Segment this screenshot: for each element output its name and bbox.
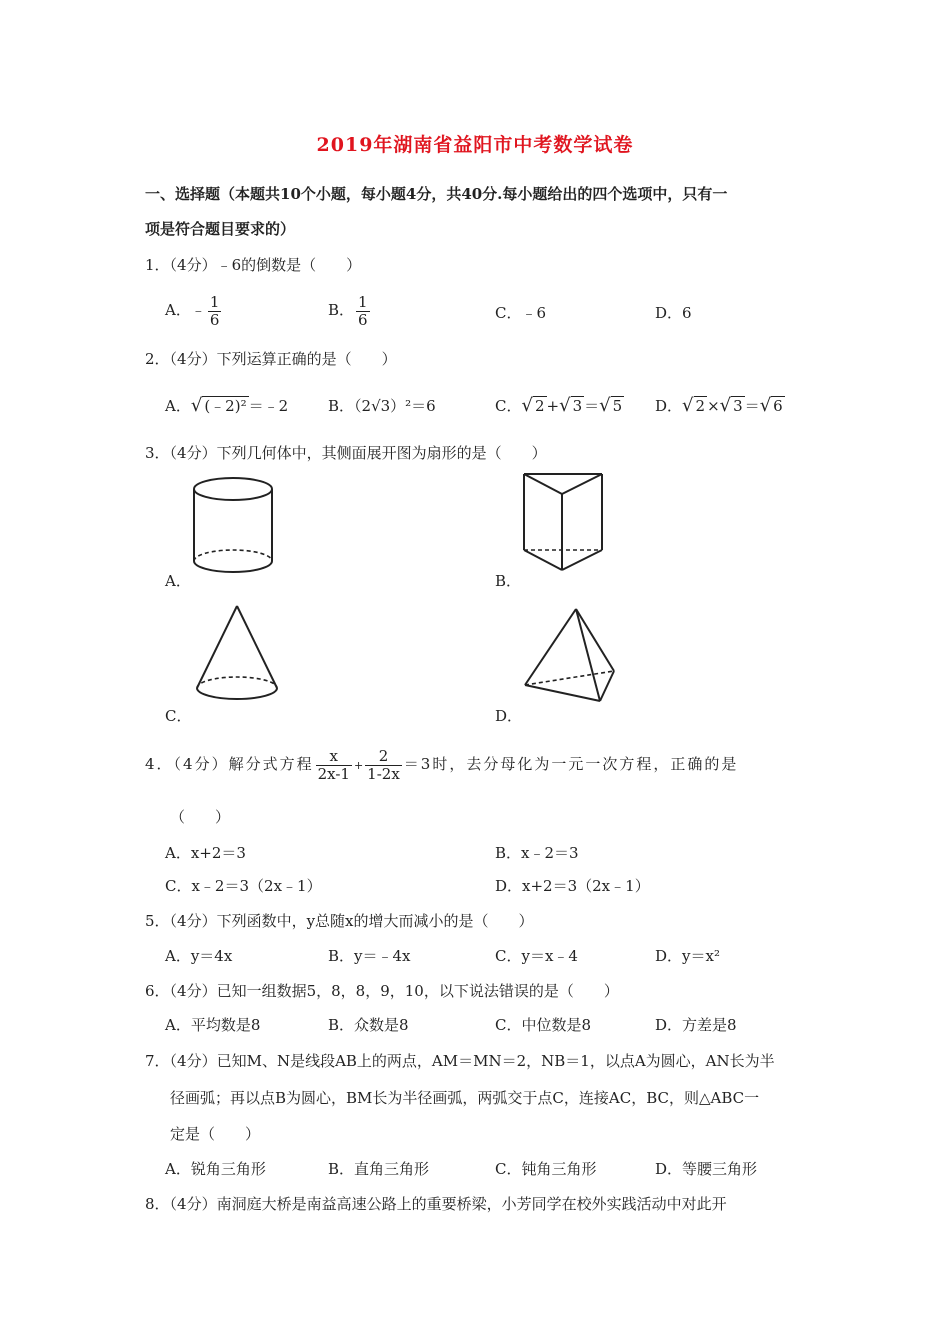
- sqrt-sign: √: [190, 395, 203, 416]
- q3-option-b[interactable]: B．: [495, 572, 522, 590]
- q3-option-c[interactable]: C．: [165, 707, 192, 725]
- q6-stem: 6．（4分）已知一组数据5，8，8，9，10，以下说法错误的是（ ）: [145, 982, 619, 1000]
- q4-answer-paren: （ ）: [170, 808, 231, 826]
- q5-stem: 5．（4分）下列函数中，y总随x的增大而减小的是（ ）: [145, 912, 534, 930]
- q1-option-a[interactable]: [165, 294, 223, 328]
- q4-option-a[interactable]: A．x+2＝3: [165, 844, 246, 862]
- q5-option-b[interactable]: B．y＝﹣4x: [328, 947, 411, 965]
- q6-option-b[interactable]: B．众数是8: [328, 1016, 409, 1034]
- q7-option-a[interactable]: A．锐角三角形: [165, 1160, 266, 1178]
- q1-option-a-label: A．﹣: [165, 301, 206, 319]
- q4-option-c[interactable]: C．x﹣2＝3（2x﹣1）: [165, 877, 322, 895]
- q8-stem-line1: 8．（4分）南洞庭大桥是南益高速公路上的重要桥梁，小芳同学在校外实践活动中对此开: [145, 1195, 727, 1213]
- q1-stem: 1．（4分）﹣6的倒数是（ ）: [145, 256, 362, 274]
- q2-option-a-label: A．: [165, 397, 191, 415]
- q2-option-d[interactable]: D．√ 2 ×√ 3 ＝√ 6: [655, 395, 783, 416]
- q1-option-b-label: B．: [328, 301, 355, 319]
- q4-stem: 4．（4分）解分式方程 $\frac{x}{2x-1}$ + $\frac{2}{1-2x}$ ＝3时，去分母化为一元一次方程，正确的是: [145, 747, 739, 783]
- q1-option-b[interactable]: [328, 294, 372, 328]
- q6-option-d[interactable]: D．方差是8: [655, 1016, 737, 1034]
- q7-option-d[interactable]: D．等腰三角形: [655, 1160, 758, 1178]
- q2-stem: 2．（4分）下列运算正确的是（ ）: [145, 350, 397, 368]
- q7-stem-line1: 7．（4分）已知M、N是线段AB上的两点，AM＝MN＝2，NB＝1，以点A为圆心，AN长为半: [145, 1052, 775, 1070]
- q7-option-c[interactable]: C．钝角三角形: [495, 1160, 597, 1178]
- q4-fraction-2: $\frac{2}{1-2x}$: [367, 747, 400, 783]
- q3-stem: 3．（4分）下列几何体中，其侧面展开图为扇形的是（ ）: [145, 444, 547, 462]
- q4-fraction-1: $\frac{x}{2x-1}$: [317, 747, 350, 783]
- q3-option-a[interactable]: A．: [165, 572, 191, 590]
- q7-stem-line2: 径画弧；再以点B为圆心，BM长为半径画弧，两弧交于点C，连接AC，BC，则△ABC一: [170, 1089, 760, 1107]
- q2-option-c[interactable]: C．√ 2 +√ 3 ＝√ 5: [495, 395, 623, 416]
- q2-option-b[interactable]: B．（2√3）²＝6: [328, 397, 436, 415]
- q1-option-c[interactable]: C．﹣6: [495, 304, 547, 322]
- q5-option-a[interactable]: A．y＝4x: [165, 947, 233, 965]
- q1-option-a-fraction: $\frac{1}{6}$: [209, 293, 220, 329]
- q7-option-b[interactable]: B．直角三角形: [328, 1160, 430, 1178]
- prism-figure: [518, 470, 608, 576]
- q2-option-a[interactable]: [165, 395, 288, 416]
- cylinder-figure: [188, 475, 278, 577]
- q7-stem-line3: 定是（ ）: [170, 1125, 261, 1143]
- q2-option-a-result: ＝﹣2: [248, 397, 289, 415]
- section-heading-line2: 项是符合题目要求的）: [145, 220, 296, 238]
- q2-option-a-radicand: (﹣2)²: [204, 397, 247, 415]
- cone-figure: [192, 602, 282, 706]
- q3-option-d[interactable]: D．: [495, 707, 523, 725]
- q4-option-d[interactable]: D．x+2＝3（2x﹣1）: [495, 877, 650, 895]
- q4-option-b[interactable]: B．x﹣2＝3: [495, 844, 579, 862]
- q5-option-c[interactable]: C．y＝x﹣4: [495, 947, 578, 965]
- page-title: 2019年湖南省益阳市中考数学试卷: [316, 134, 634, 156]
- q1-option-b-fraction: $\frac{1}{6}$: [358, 293, 368, 329]
- q5-option-d[interactable]: D．y＝x²: [655, 947, 720, 965]
- pyramid-figure: [520, 605, 620, 705]
- q1-option-d[interactable]: D．6: [655, 304, 692, 322]
- q6-option-c[interactable]: C．中位数是8: [495, 1016, 592, 1034]
- q6-option-a[interactable]: A．平均数是8: [165, 1016, 261, 1034]
- section-heading-line1: 一、选择题（本题共10个小题，每小题4分，共40分.每小题给出的四个选项中，只有一: [145, 185, 728, 203]
